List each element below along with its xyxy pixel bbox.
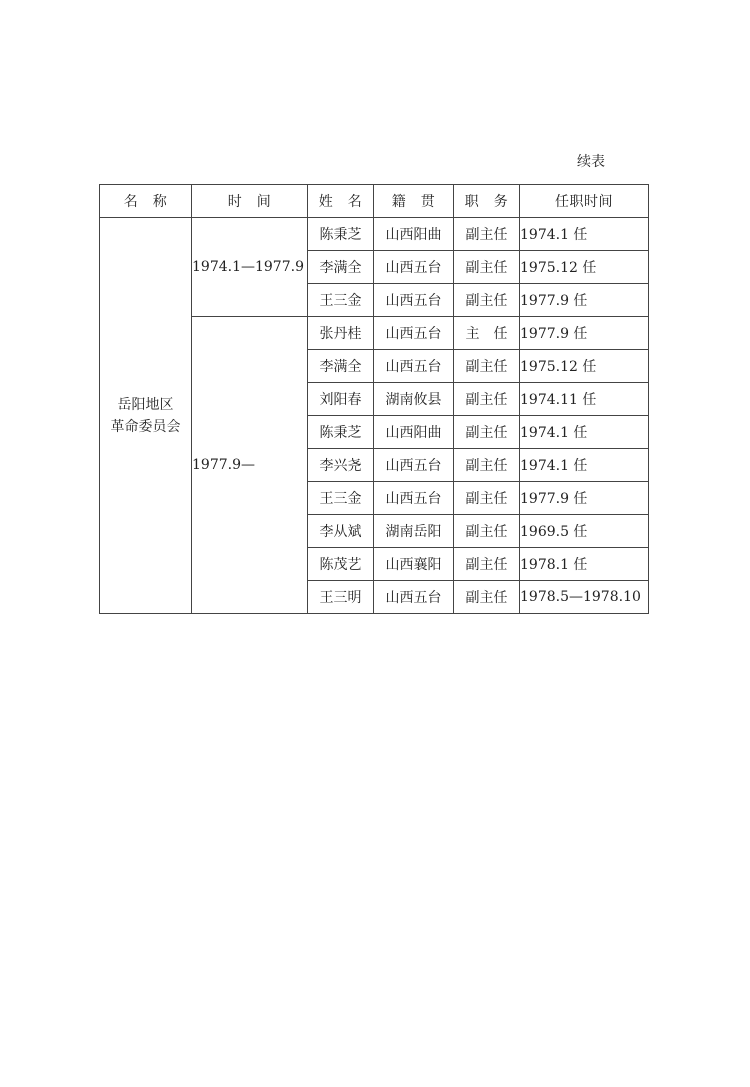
tenure-cell: 1969.5 任 (520, 515, 649, 548)
period-cell: 1974.1—1977.9 (192, 218, 308, 317)
post-cell: 副主任 (454, 284, 520, 317)
name-cell: 刘阳春 (308, 383, 374, 416)
tenure-cell: 1974.1 任 (520, 449, 649, 482)
tenure-cell: 1974.1 任 (520, 416, 649, 449)
name-cell: 王三金 (308, 284, 374, 317)
organization-cell (100, 218, 192, 614)
name-cell: 陈秉芝 (308, 416, 374, 449)
post-cell: 主 任 (454, 317, 520, 350)
origin-cell: 山西五台 (374, 581, 454, 614)
name-cell: 李从斌 (308, 515, 374, 548)
post-cell: 副主任 (454, 251, 520, 284)
header-organization: 名 称 (100, 185, 192, 218)
name-cell: 王三金 (308, 482, 374, 515)
origin-cell: 湖南攸县 (374, 383, 454, 416)
origin-cell: 山西五台 (374, 317, 454, 350)
tenure-cell: 1978.5—1978.10 (520, 581, 649, 614)
origin-cell: 山西五台 (374, 251, 454, 284)
origin-cell: 山西五台 (374, 284, 454, 317)
post-cell: 副主任 (454, 383, 520, 416)
organization-line: 革命委员会 (110, 418, 181, 435)
header-period: 时 间 (192, 185, 308, 218)
post-cell: 副主任 (454, 218, 520, 251)
tenure-cell: 1977.9 任 (520, 317, 649, 350)
post-cell: 副主任 (454, 548, 520, 581)
table-row (100, 218, 649, 251)
name-cell: 王三明 (308, 581, 374, 614)
origin-cell: 山西阳曲 (374, 218, 454, 251)
name-cell: 李兴尧 (308, 449, 374, 482)
name-cell: 李满全 (308, 251, 374, 284)
name-cell: 李满全 (308, 350, 374, 383)
post-cell: 副主任 (454, 581, 520, 614)
post-cell: 副主任 (454, 515, 520, 548)
header-name: 姓 名 (308, 185, 374, 218)
period-cell: 1977.9— (192, 317, 308, 614)
name-cell: 张丹桂 (308, 317, 374, 350)
post-cell: 副主任 (454, 350, 520, 383)
tenure-cell: 1974.11 任 (520, 383, 649, 416)
header-row (100, 185, 649, 218)
origin-cell: 山西五台 (374, 449, 454, 482)
header-origin: 籍 贯 (374, 185, 454, 218)
header-tenure: 任职时间 (520, 185, 649, 218)
post-cell: 副主任 (454, 449, 520, 482)
post-cell: 副主任 (454, 416, 520, 449)
origin-cell: 山西五台 (374, 350, 454, 383)
origin-cell: 山西五台 (374, 482, 454, 515)
official-roster-table (99, 184, 649, 614)
name-cell: 陈秉芝 (308, 218, 374, 251)
organization-line: 岳阳地区 (117, 396, 174, 413)
tenure-cell: 1977.9 任 (520, 482, 649, 515)
post-cell: 副主任 (454, 482, 520, 515)
tenure-cell: 1978.1 任 (520, 548, 649, 581)
table-caption: 续表 (577, 154, 605, 170)
tenure-cell: 1974.1 任 (520, 218, 649, 251)
header-post: 职 务 (454, 185, 520, 218)
tenure-cell: 1977.9 任 (520, 284, 649, 317)
origin-cell: 湖南岳阳 (374, 515, 454, 548)
tenure-cell: 1975.12 任 (520, 350, 649, 383)
origin-cell: 山西阳曲 (374, 416, 454, 449)
name-cell: 陈茂艺 (308, 548, 374, 581)
origin-cell: 山西襄阳 (374, 548, 454, 581)
tenure-cell: 1975.12 任 (520, 251, 649, 284)
